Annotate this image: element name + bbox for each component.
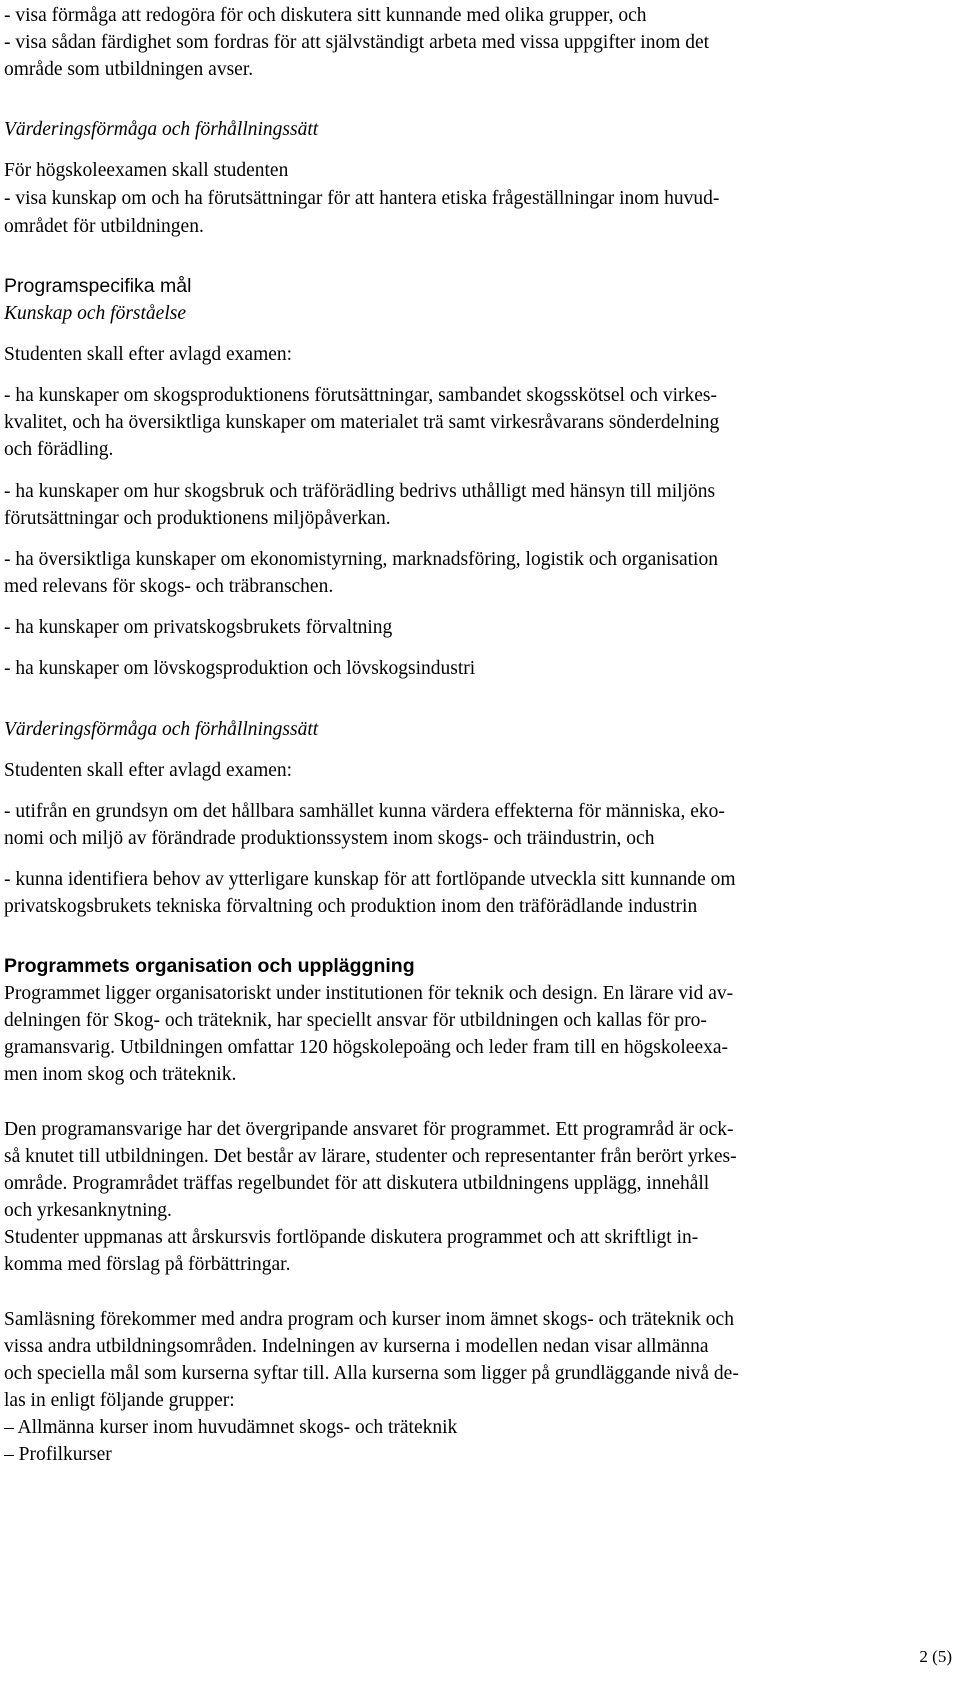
subsection-heading: Värderingsförmåga och förhållningssätt (4, 719, 319, 740)
text-line: och yrkesanknytning. (4, 1200, 172, 1221)
text-line: - ha kunskaper om hur skogsbruk och träförädling bedrivs uthålligt med hänsyn till miljöns (4, 481, 716, 502)
text-line: - utifrån en grundsyn om det hållbara samhället kunna värdera effekterna för människa, eko- (4, 801, 725, 822)
list-item: – Profilkurser (4, 1444, 112, 1465)
text-line: och speciella mål som kurserna syftar till. Alla kurserna som ligger på grundläggande nivå de- (4, 1363, 739, 1384)
text-line: komma med förslag på förbättringar. (4, 1254, 291, 1275)
text-line: - visa kunskap om och ha förutsättningar för att hantera etiska frågeställningar inom huvud- (4, 188, 720, 209)
text-line: Den programansvarige har det övergripande ansvaret för programmet. Ett programråd är ock- (4, 1119, 734, 1140)
text-line: området för utbildningen. (4, 216, 204, 237)
section-heading: Programspecifika mål (4, 275, 192, 297)
text-line: Studenter uppmanas att årskursvis fortlöpande diskutera programmet och att skriftligt in- (4, 1227, 699, 1248)
text-line: För högskoleexamen skall studenten (4, 160, 289, 181)
page-number: 2 (5) (919, 1647, 952, 1666)
text-line: - ha översiktliga kunskaper om ekonomistyrning, marknadsföring, logistik och organisation (4, 549, 718, 570)
text-line: så knutet till utbildningen. Det består av lärare, studenter och representanter från berört yrkes- (4, 1146, 737, 1167)
text-line: Samläsning förekommer med andra program och kurser inom ämnet skogs- och träteknik och (4, 1309, 734, 1330)
text-line: vissa andra utbildningsområden. Indelningen av kurserna i modellen nedan visar allmänna (4, 1336, 709, 1357)
section-heading: Värderingsförmåga och förhållningssätt (4, 119, 319, 140)
text-line: område som utbildningen avser. (4, 59, 254, 80)
text-line: - visa sådan färdighet som fordras för att självständigt arbeta med vissa uppgifter inom det (4, 32, 710, 53)
text-line: nomi och miljö av förändrade produktionssystem inom skogs- och träindustrin, och (4, 828, 655, 849)
text-line: las in enligt följande grupper: (4, 1390, 235, 1411)
text-line: - ha kunskaper om skogsproduktionens förutsättningar, sambandet skogsskötsel och virkes- (4, 385, 718, 406)
section-heading: Programmets organisation och uppläggning (4, 955, 415, 977)
text-line: Studenten skall efter avlagd examen: (4, 760, 293, 781)
text-line: - ha kunskaper om privatskogsbrukets förvaltning (4, 617, 393, 638)
text-line: privatskogsbrukets tekniska förvaltning och produktion inom den träförädlande industrin (4, 896, 698, 917)
text-line: Studenten skall efter avlagd examen: (4, 344, 293, 365)
text-line: förutsättningar och produktionens miljöpåverkan. (4, 508, 391, 529)
text-line: gramansvarig. Utbildningen omfattar 120 högskolepoäng och leder fram till en högskoleexa- (4, 1037, 729, 1058)
text-line: område. Programrådet träffas regelbundet för att diskutera utbildningens upplägg, innehåll (4, 1173, 710, 1194)
text-line: med relevans för skogs- och träbranschen. (4, 576, 334, 597)
text-line: - visa förmåga att redogöra för och diskutera sitt kunnande med olika grupper, och (4, 5, 647, 26)
text-line: delningen för Skog- och träteknik, har speciellt ansvar för utbildningen och kallas för pro- (4, 1010, 707, 1031)
text-line: men inom skog och träteknik. (4, 1064, 237, 1085)
text-line: kvalitet, och ha översiktliga kunskaper om materialet trä samt virkesråvarans sönderdelning (4, 412, 720, 433)
text-line: och förädling. (4, 439, 114, 460)
text-line: Programmet ligger organisatoriskt under institutionen för teknik och design. En lärare vid av- (4, 983, 734, 1004)
list-item: – Allmänna kurser inom huvudämnet skogs- och träteknik (4, 1417, 458, 1438)
subsection-heading: Kunskap och förståelse (4, 303, 186, 324)
text-line: - ha kunskaper om lövskogsproduktion och lövskogsindustri (4, 658, 476, 679)
text-line: - kunna identifiera behov av ytterligare kunskap för att fortlöpande utveckla sitt kunnande om (4, 869, 736, 890)
